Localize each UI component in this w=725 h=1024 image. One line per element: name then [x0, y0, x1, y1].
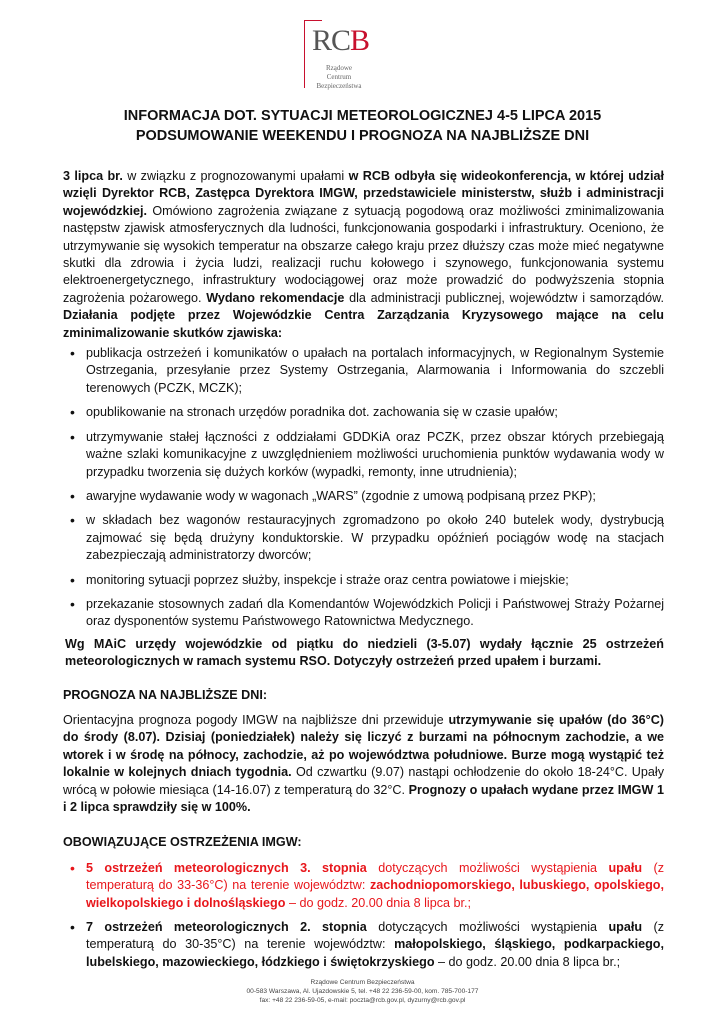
intro-bold-2: Wydano rekomendacje	[206, 290, 345, 305]
document-title	[60, 106, 665, 146]
w1-bold-3: zachodniopomorskiego, lubuskiego, opolskiego, wielkopolskiego i dolnośląskiego	[86, 878, 664, 910]
warning-item-level-2	[63, 919, 664, 971]
list-item: • w składach bez wagonów restauracyjnych zgromadzono po około 240 butelek wody, dystrybucją zajmować się będą drużyny konduktorskie. W przypadku opóźnień pociągów wodę na stacjach zabezpieczają administratorzy dworców;	[63, 512, 664, 564]
intro-bold-1: w RCB odbyła się wideokonferencja, w której udział wzięli Dyrektor RCB, Zastępca Dyrektora IMGW, przedstawiciele ministerstw, służb i administracji wojewódzkiej.	[63, 169, 664, 218]
footer-line-1: Rządowe Centrum Bezpieczeństwa	[310, 979, 415, 986]
w2-text-2: (z temperaturą do 30-35°C) na terenie województw:	[86, 920, 664, 952]
intro-bold-3: Działania podjęte przez Wojewódzkie Centra Zarządzania Kryzysowego mające na celu zminimalizowanie skutków zjawiska:	[63, 308, 664, 340]
logo-letters-accent: B	[350, 24, 370, 57]
title-line-2: PODSUMOWANIE WEEKENDU I PROGNOZA NA NAJBLIŻSZE DNI	[135, 128, 590, 144]
list-item: • monitoring sytuacji poprzez służby, inspekcje i straże oraz centra powiatowe i miejskie;	[63, 572, 664, 589]
logo-subtitle	[316, 64, 362, 91]
warnings-heading: OBOWIĄZUJĄCE OSTRZEŻENIA IMGW:	[63, 835, 302, 850]
page-footer	[160, 978, 565, 1005]
list-item: • publikacja ostrzeżeń i komunikatów o upałach na portalach informacyjnych, w Regionalnym Systemie Ostrzegania, przesyłanie przez Systemy Ostrzegania, Alarmowania i Informowania do szczebli terenowych (PCZK, MCZK);	[63, 345, 664, 397]
logo-sub-line1: Rządowe Centrum	[325, 64, 353, 81]
list-item: • opublikowanie na stronach urzędów poradnika dot. zachowania się w czasie upałów;	[63, 404, 664, 421]
forecast-bold-2: Prognozy o upałach wydane przez IMGW 1 i 2 lipca sprawdziły się w 100%.	[63, 782, 664, 814]
w1-text-1: dotyczących możliwości wystąpienia	[366, 860, 609, 875]
logo-bar-vertical	[304, 20, 305, 88]
forecast-bold-1: utrzymywanie się upałów (do 36°C) do środy (8.07). Dzisiaj (poniedziałek) należy się liczyć z burzami na północnym zachodzie, a we wtorek i w środę na północy, zachodzie, aż po województwa południowe. Burze mogą wystąpić też lokalnie w kolejnych dniach tygodnia.	[63, 712, 664, 780]
logo-letters-main: RC	[312, 24, 351, 57]
document-body	[63, 168, 664, 978]
logo-letters	[312, 26, 369, 56]
forecast-heading: PROGNOZA NA NAJBLIŻSZE DNI:	[63, 687, 268, 702]
warning-item-level-3	[63, 860, 664, 912]
footer-line-2: 00-583 Warszawa, Al. Ujazdowskie 5, tel. +48 22 236-59-00, kom. 785-700-177	[246, 988, 479, 995]
w2-bold-3: małopolskiego, śląskiego, podkarpackiego, lubelskiego, mazowieckiego, łódzkiego i świętokrzyskiego	[86, 937, 664, 969]
w2-text-3: – do godz. 20.00 dnia 8 lipca br.;	[434, 954, 621, 969]
w2-text-1: dotyczących możliwości wystąpienia	[366, 920, 609, 935]
w1-bold-1: 5 ostrzeżeń meteorologicznych 3. stopnia	[86, 860, 367, 875]
warnings-list	[63, 860, 664, 971]
intro-text-2: Omówiono zagrożenia związane z sytuacją pogodową oraz możliwości zminimalizowania następstw zjawisk atmosferycznych dla ludności, funkcjonowania gospodarki i infrastruktury. Oceniono, że utrzymywanie się wysokich temperatur na obszarze całego kraju przez dłuższy czas może mieć negatywne skutki dla zdrowia i życia ludzi, realizacji ruchu kołowego i szynowego, funkcjonowania systemu elektroenergetycznego, infrastruktury wodociągowej oraz może prowadzić do podwyższenia stopnia zagrożenia pożarowego.	[63, 203, 664, 305]
intro-text-1: w związku z prognozowanymi upałami	[122, 169, 349, 183]
forecast-text-2: Od czwartku (9.07) nastąpi ochłodzenie do około 18-24°C. Upały wrócą w połowie miesiąca (14-16.07) z temperaturą do 32°C.	[63, 765, 665, 797]
w2-bold-1: 7 ostrzeżeń meteorologicznych 2. stopnia	[86, 920, 367, 935]
logo-bar-horizontal	[304, 20, 322, 21]
list-item: • utrzymywanie stałej łączności z oddziałami GDDKiA oraz PCZK, przez obszar których przebiegają ważne szlaki komunikacyjne z uwzględnieniem możliwości uruchomienia punktów wydawania wody w przypadku tworzenia się dużych korków (wypadki, remonty, inne utrudnienia);	[63, 429, 664, 481]
w1-text-2: (z temperaturą do 33-36°C) na terenie województw:	[86, 860, 664, 893]
list-item: • awaryjne wydawanie wody w wagonach „WARS” (zgodnie z umową podpisaną przez PKP);	[63, 488, 664, 505]
logo-sub-line2: Bezpieczeństwa	[316, 82, 362, 90]
forecast-text-1: Orientacyjna prognoza pogody IMGW na najbliższe dni przewiduje	[63, 712, 449, 727]
rcb-logo	[300, 18, 380, 88]
rso-summary: Wg MAiC urzędy wojewódzkie od piątku do niedzieli (3-5.07) wydały łącznie 25 ostrzeżeń meteorologicznych w ramach systemu RSO. Dotyczyły ostrzeżeń przed upałem i burzami.	[65, 636, 664, 669]
forecast-paragraph	[63, 712, 664, 816]
w1-text-3: – do godz. 20.00 dnia 8 lipca br.;	[285, 895, 471, 910]
title-line-1: INFORMACJA DOT. SYTUACJI METEOROLOGICZNEJ 4-5 LIPCA 2015	[123, 108, 602, 124]
list-item: • przekazanie stosownych zadań dla Komendantów Wojewódzkich Policji i Państwowej Straży Pożarnej oraz dysponentów systemu Państwowego Ratownictwa Medycznego.	[63, 596, 664, 631]
actions-list	[63, 345, 664, 631]
intro-date: 3 lipca br.	[63, 169, 123, 183]
w1-bold-2: upału	[608, 860, 643, 875]
footer-line-3: fax: +48 22 236-59-05, e-mail: poczta@rcb.gov.pl, dyzurny@rcb.gov.pl	[259, 997, 466, 1004]
intro-text-3: dla administracji publicznej, województw i samorządów.	[344, 290, 664, 305]
w2-bold-2: upału	[608, 920, 643, 935]
intro-paragraph	[63, 168, 664, 342]
